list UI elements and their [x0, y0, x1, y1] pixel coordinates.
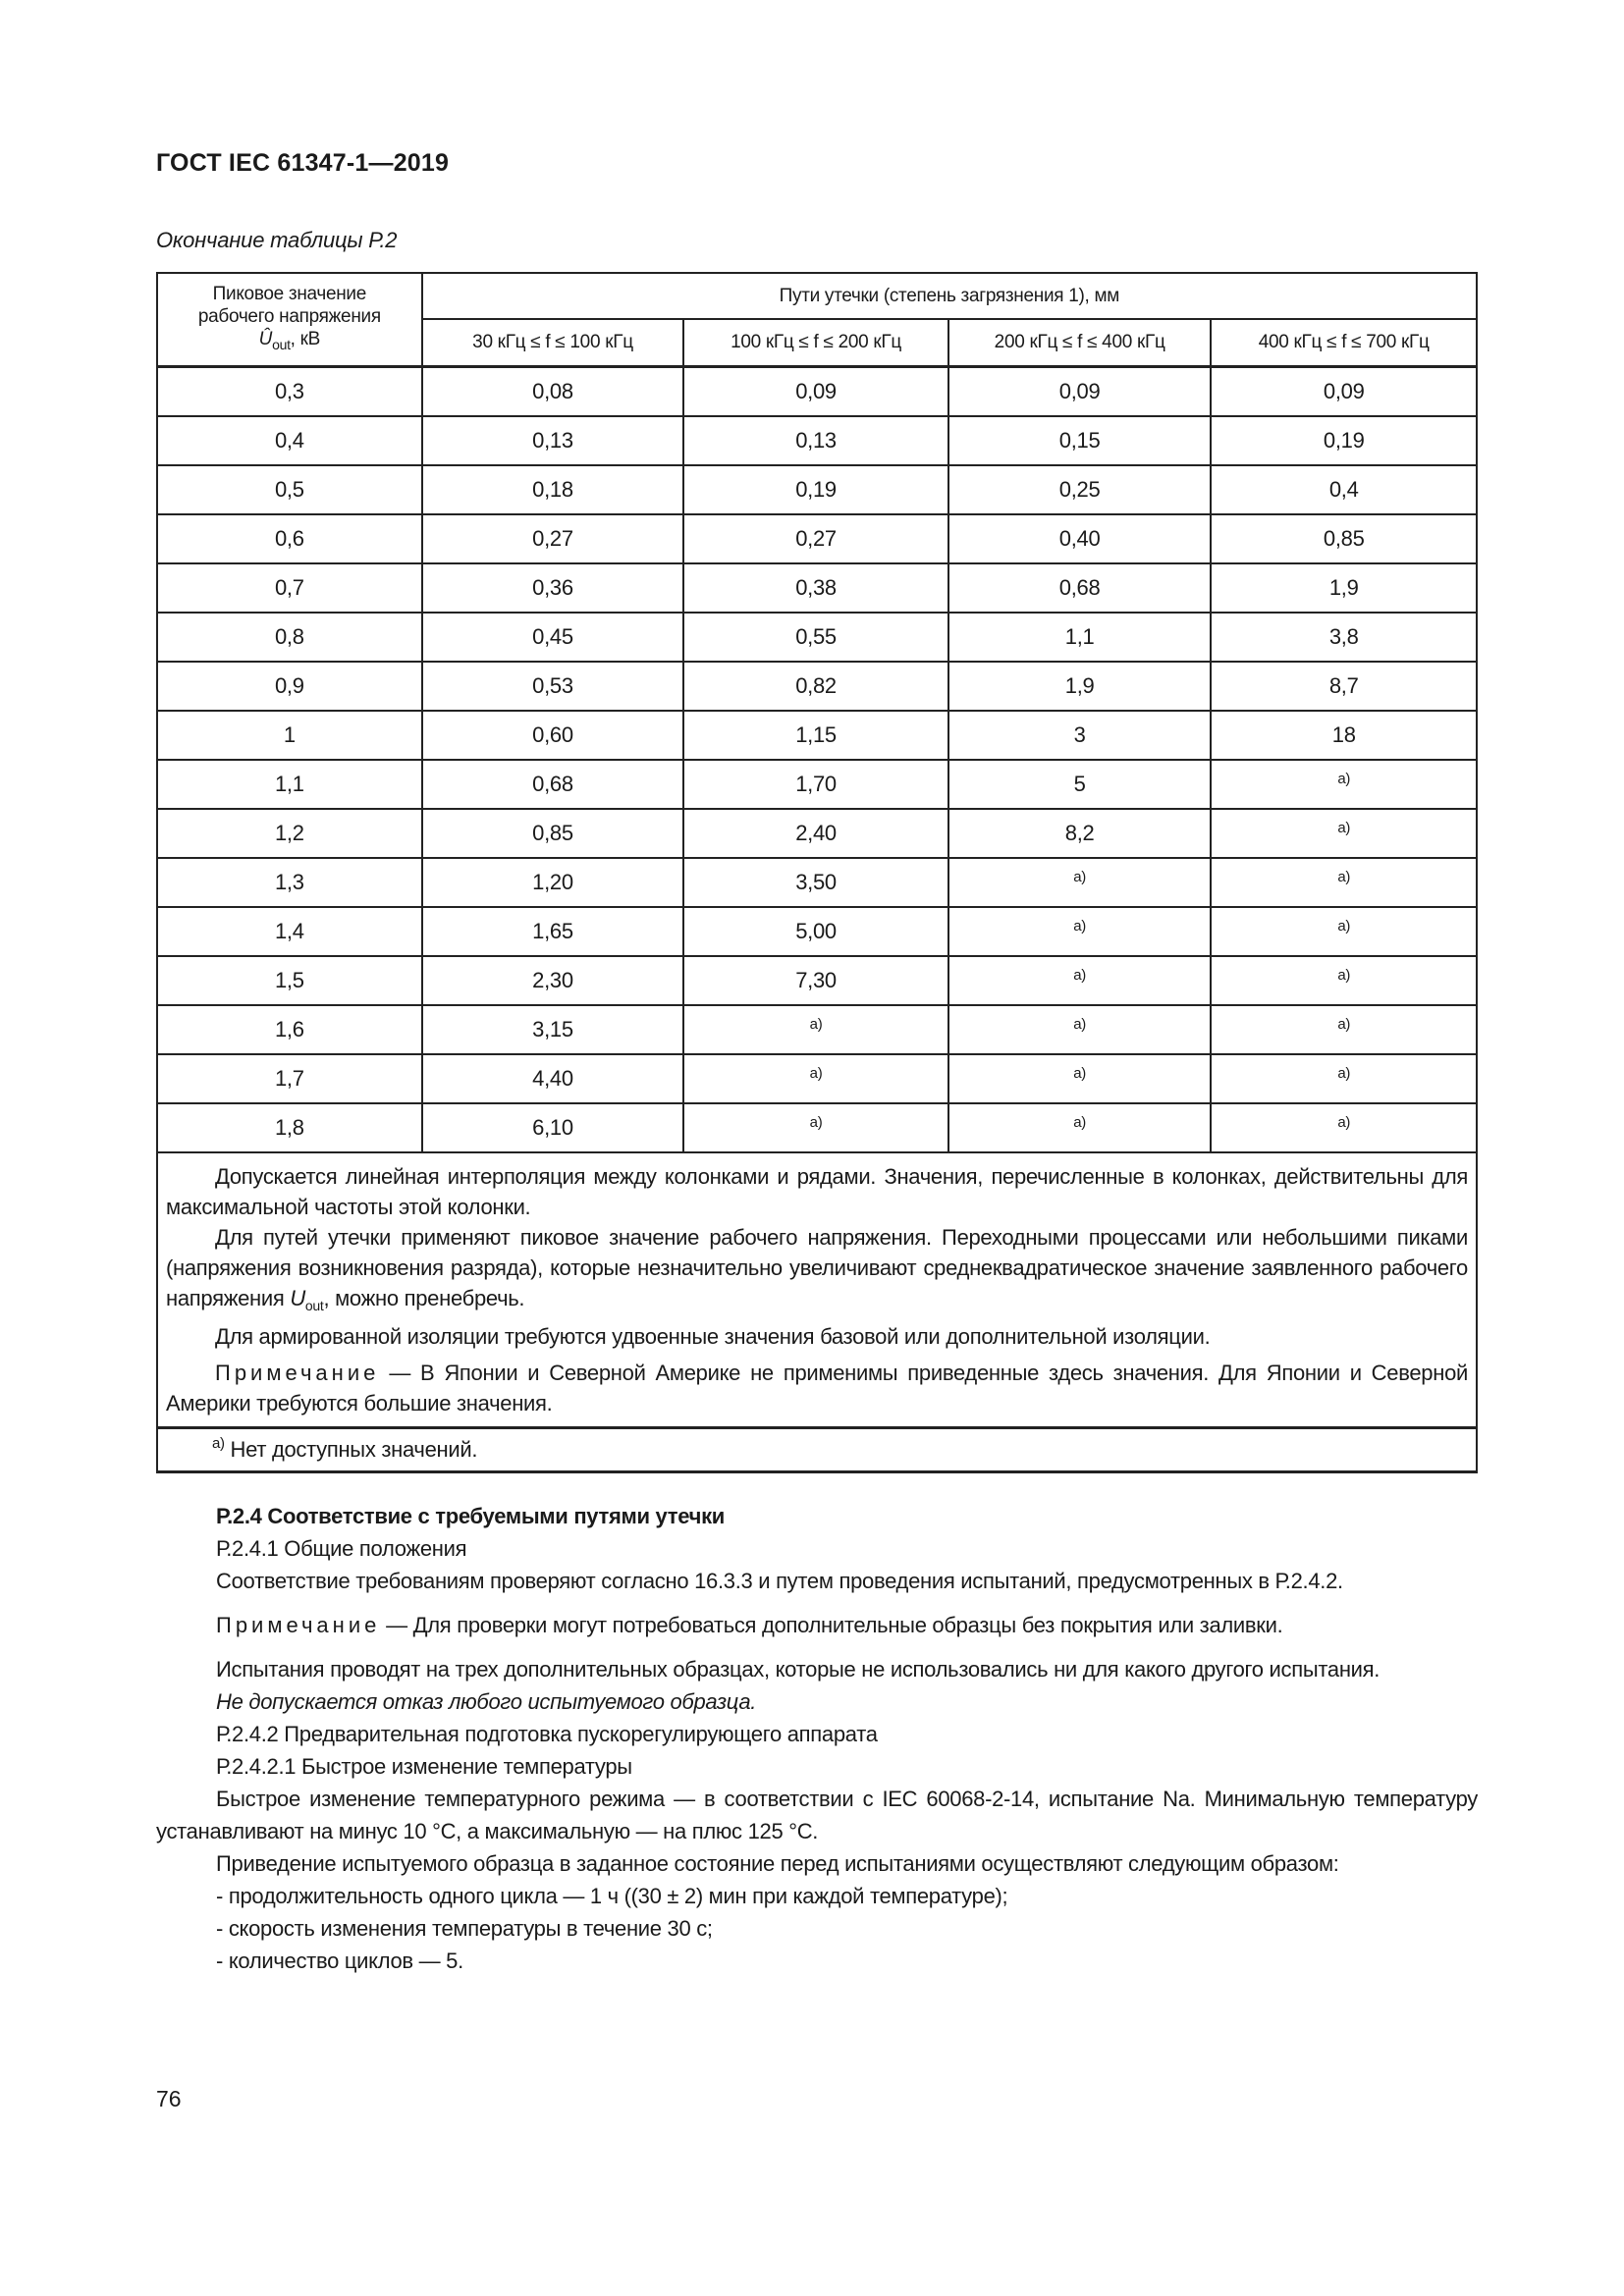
table-footnote — [157, 1427, 1477, 1471]
creepage-cell: 5,00 — [683, 907, 948, 956]
footnote-cell — [157, 1427, 1477, 1471]
creepage-cell: 0,13 — [683, 416, 948, 465]
footnote-marker: а) — [1073, 1113, 1086, 1131]
creepage-cell: 7,30 — [683, 956, 948, 1005]
creepage-cell: 0,40 — [948, 514, 1212, 563]
creepage-cell: 3,50 — [683, 858, 948, 907]
creepage-cell: 0,09 — [683, 366, 948, 416]
note-paragraph — [166, 1222, 1468, 1321]
list-item: - продолжительность одного цикла — 1 ч ((30 ± 2) мин при каждой температуре); — [216, 1884, 1008, 1908]
creepage-cell: 0,13 — [422, 416, 684, 465]
footnote-marker: а) — [809, 1064, 823, 1082]
footnote-marker: а) — [1073, 868, 1086, 885]
creepage-cell: 6,10 — [422, 1103, 684, 1152]
creepage-cell: 0,4 — [1211, 465, 1477, 514]
creepage-cell: 3,8 — [1211, 613, 1477, 662]
creepage-cell: 0,27 — [683, 514, 948, 563]
frequency-column-header: 200 кГц ≤ f ≤ 400 кГц — [948, 319, 1212, 366]
footnote-marker: а) — [809, 1015, 823, 1033]
voltage-cell: 1,5 — [157, 956, 422, 1005]
creepage-cell: 0,19 — [1211, 416, 1477, 465]
note-paragraph: Для армированной изоляции требуются удвоенные значения базовой или дополнительной изоляции. — [215, 1323, 1211, 1349]
creepage-group-header: Пути утечки (степень загрязнения 1), мм — [422, 273, 1477, 319]
table-row — [157, 416, 1477, 465]
creepage-cell — [1211, 1103, 1477, 1152]
frequency-column-header: 400 кГц ≤ f ≤ 700 кГц — [1211, 319, 1477, 366]
creepage-cell: 0,19 — [683, 465, 948, 514]
note-paragraph — [156, 1609, 1478, 1641]
table-row — [157, 514, 1477, 563]
creepage-cell: 0,09 — [948, 366, 1212, 416]
creepage-cell — [683, 1005, 948, 1054]
voltage-cell: 1,7 — [157, 1054, 422, 1103]
table-row — [157, 662, 1477, 711]
table-row — [157, 613, 1477, 662]
voltage-cell: 1,8 — [157, 1103, 422, 1152]
voltage-cell: 0,9 — [157, 662, 422, 711]
table-row — [157, 809, 1477, 858]
creepage-cell: 0,09 — [1211, 366, 1477, 416]
footnote-marker: а) — [1337, 1064, 1351, 1082]
creepage-cell: 18 — [1211, 711, 1477, 760]
subsection-heading: Р.2.4.2.1 Быстрое изменение температуры — [216, 1754, 632, 1779]
creepage-cell: 1,9 — [1211, 563, 1477, 613]
voltage-cell: 0,6 — [157, 514, 422, 563]
footnote-marker: а) — [1337, 1113, 1351, 1131]
table-notes — [157, 1152, 1477, 1428]
note-text: — В Японии и Северной Америке не применимы приведенные здесь значения. Для Японии и Северной Америки требуются большие значения. — [166, 1360, 1468, 1415]
creepage-cell: 0,60 — [422, 711, 684, 760]
creepage-cell: 0,15 — [948, 416, 1212, 465]
list-item: - скорость изменения температуры в течение 30 с; — [216, 1916, 713, 1941]
note-text: — Для проверки могут потребоваться дополнительные образцы без покрытия или заливки. — [380, 1613, 1283, 1637]
table-row — [157, 465, 1477, 514]
table-row — [157, 858, 1477, 907]
frequency-column-header: 100 кГц ≤ f ≤ 200 кГц — [683, 319, 948, 366]
voltage-subscript: out — [272, 336, 291, 352]
voltage-cell: 1,4 — [157, 907, 422, 956]
creepage-cell: 0,55 — [683, 613, 948, 662]
creepage-cell — [1211, 1054, 1477, 1103]
footnote-marker: а) — [1073, 966, 1086, 984]
voltage-cell: 0,8 — [157, 613, 422, 662]
paragraph: Соответствие требованиям проверяют согласно 16.3.3 и путем проведения испытаний, предусмотренных в Р.2.4.2. — [216, 1569, 1343, 1593]
creepage-cell: 0,82 — [683, 662, 948, 711]
creepage-cell — [948, 1103, 1212, 1152]
footnote-marker: а) — [1073, 1064, 1086, 1082]
note-text: Для путей утечки применяют пиковое значение рабочего напряжения. Переходными процессами или небольшими пиками (напряжения возникновения разряда), которые незначительно увеличивают среднеквадратическое значение заявленного рабочего напряжения — [166, 1224, 1468, 1310]
note-label: Примечание — [215, 1360, 380, 1385]
footnote-marker: а) — [1073, 917, 1086, 934]
creepage-cell: 1,9 — [948, 662, 1212, 711]
creepage-cell: 5 — [948, 760, 1212, 809]
table-row — [157, 1005, 1477, 1054]
creepage-cell: 0,53 — [422, 662, 684, 711]
table-row — [157, 1054, 1477, 1103]
paragraph: Не допускается отказ любого испытуемого образца. — [216, 1689, 757, 1714]
creepage-cell: 0,25 — [948, 465, 1212, 514]
creepage-cell: 0,68 — [422, 760, 684, 809]
creepage-cell: 3,15 — [422, 1005, 684, 1054]
header-line: рабочего напряжения — [197, 305, 381, 327]
creepage-cell: 8,7 — [1211, 662, 1477, 711]
creepage-cell: 1,1 — [948, 613, 1212, 662]
footnote-marker: а) — [1337, 917, 1351, 934]
footnote-marker: а) — [1337, 1015, 1351, 1033]
document-title: ГОСТ IEC 61347-1—2019 — [156, 149, 450, 177]
creepage-cell — [948, 1054, 1212, 1103]
creepage-cell: 2,30 — [422, 956, 684, 1005]
creepage-cell — [1211, 907, 1477, 956]
creepage-cell — [1211, 956, 1477, 1005]
creepage-cell: 1,70 — [683, 760, 948, 809]
footnote-marker: а) — [1073, 1015, 1086, 1033]
voltage-cell: 1,6 — [157, 1005, 422, 1054]
creepage-cell — [1211, 858, 1477, 907]
creepage-cell: 0,08 — [422, 366, 684, 416]
table-row — [157, 711, 1477, 760]
creepage-cell: 0,38 — [683, 563, 948, 613]
footnote-marker: а) — [1337, 819, 1351, 836]
creepage-cell: 1,20 — [422, 858, 684, 907]
creepage-cell: 0,36 — [422, 563, 684, 613]
subsection-heading: Р.2.4.2 Предварительная подготовка пускорегулирующего аппарата — [216, 1722, 878, 1746]
voltage-cell: 1,3 — [157, 858, 422, 907]
note-label: Примечание — [216, 1613, 381, 1637]
voltage-subscript: out — [304, 1297, 324, 1313]
voltage-cell: 0,5 — [157, 465, 422, 514]
voltage-cell: 0,3 — [157, 366, 422, 416]
footnote-text: Нет доступных значений. — [224, 1436, 478, 1462]
creepage-table — [156, 272, 1478, 1473]
page-number: 76 — [156, 2086, 182, 2111]
paragraph: Приведение испытуемого образца в заданное состояние перед испытаниями осуществляют следующим образом: — [216, 1851, 1339, 1876]
body-text — [156, 1500, 1478, 1977]
creepage-cell: 0,45 — [422, 613, 684, 662]
voltage-unit: , кВ — [290, 328, 320, 349]
header-line: Пиковое значение — [212, 283, 367, 304]
creepage-cell — [683, 1054, 948, 1103]
creepage-cell — [948, 858, 1212, 907]
footnote-marker: а) — [212, 1434, 225, 1452]
table-row — [157, 956, 1477, 1005]
creepage-cell: 0,68 — [948, 563, 1212, 613]
table-row — [157, 1103, 1477, 1152]
creepage-cell: 2,40 — [683, 809, 948, 858]
table-caption: Окончание таблицы Р.2 — [156, 228, 398, 252]
footnote-marker: а) — [809, 1113, 823, 1131]
creepage-cell — [948, 1005, 1212, 1054]
table-row — [157, 907, 1477, 956]
footnote-marker: а) — [1337, 966, 1351, 984]
paragraph: Быстрое изменение температурного режима — в соответствии с IEC 60068-2-14, испытание Na. Минимальную температуру устанавливают на минус 10 °С, а максимальную — на плюс 125 °С. — [156, 1787, 1478, 1843]
voltage-symbol: Û — [258, 328, 273, 349]
creepage-cell: 4,40 — [422, 1054, 684, 1103]
creepage-cell: 0,27 — [422, 514, 684, 563]
creepage-cell — [948, 907, 1212, 956]
note-paragraph: Допускается линейная интерполяция между колонками и рядами. Значения, перечисленные в колонках, действительны для максимальной частоты этой колонки. — [166, 1163, 1468, 1219]
creepage-cell: 3 — [948, 711, 1212, 760]
note-text: , можно пренебречь. — [323, 1285, 525, 1310]
creepage-cell: 0,85 — [1211, 514, 1477, 563]
footnote-marker: а) — [1337, 868, 1351, 885]
creepage-cell: 0,85 — [422, 809, 684, 858]
voltage-symbol: U — [290, 1285, 305, 1310]
table-row — [157, 563, 1477, 613]
table-row — [157, 760, 1477, 809]
footnote-marker: а) — [1337, 770, 1351, 787]
creepage-cell — [683, 1103, 948, 1152]
table-row — [157, 366, 1477, 416]
creepage-cell: 0,18 — [422, 465, 684, 514]
note-paragraph — [166, 1358, 1468, 1418]
creepage-cell — [1211, 760, 1477, 809]
frequency-column-header: 30 кГц ≤ f ≤ 100 кГц — [422, 319, 684, 366]
notes-cell — [157, 1152, 1477, 1428]
voltage-cell: 0,7 — [157, 563, 422, 613]
voltage-cell: 1 — [157, 711, 422, 760]
voltage-cell: 0,4 — [157, 416, 422, 465]
voltage-column-header — [157, 273, 422, 366]
list-item: - количество циклов — 5. — [216, 1949, 463, 1973]
section-heading: Р.2.4 Соответствие с требуемыми путями утечки — [216, 1504, 726, 1528]
voltage-cell: 1,1 — [157, 760, 422, 809]
paragraph: Испытания проводят на трех дополнительных образцах, которые не использовались ни для какого другого испытания. — [216, 1657, 1380, 1682]
voltage-cell: 1,2 — [157, 809, 422, 858]
creepage-cell — [1211, 809, 1477, 858]
creepage-cell — [1211, 1005, 1477, 1054]
creepage-cell — [948, 956, 1212, 1005]
creepage-cell: 1,15 — [683, 711, 948, 760]
creepage-cell: 1,65 — [422, 907, 684, 956]
creepage-cell: 8,2 — [948, 809, 1212, 858]
subsection-heading: Р.2.4.1 Общие положения — [216, 1536, 467, 1561]
